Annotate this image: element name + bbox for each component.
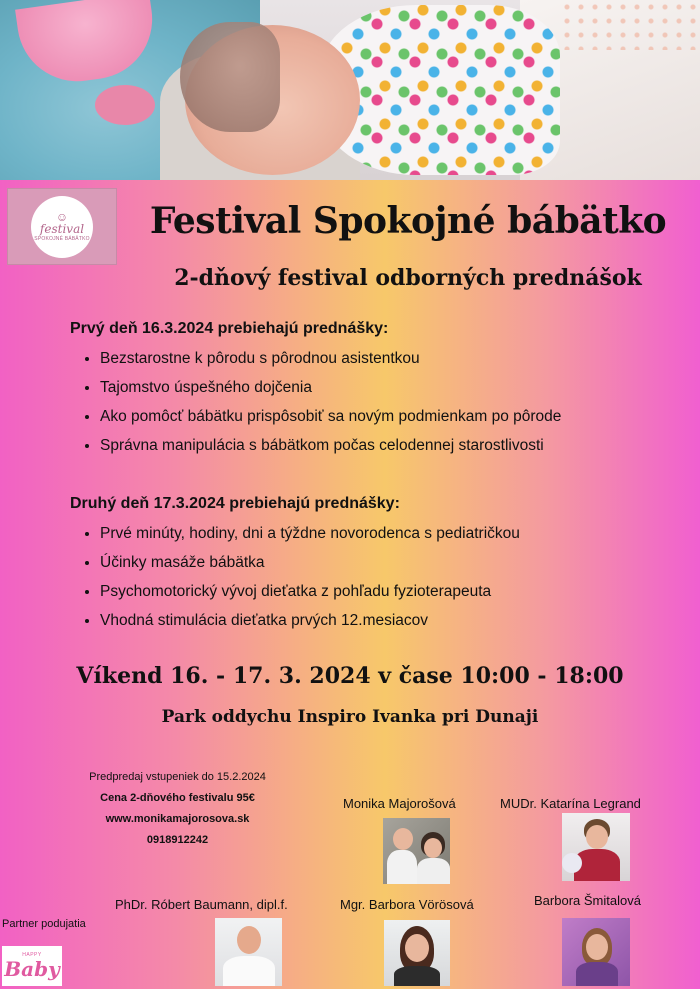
speaker-name: Barbora Šmitalová	[534, 893, 641, 908]
list-item: • Účinky masáže bábätka	[100, 548, 690, 577]
list-item: • Správna manipulácia s bábätkom počas celodennej starostlivosti	[100, 431, 690, 460]
list-item: • Tajomstvo úspešného dojčenia	[100, 373, 690, 402]
price-text: Cena 2-dňového festivalu 95€	[100, 792, 255, 804]
list-item: • Bezstarostne k pôrodu s pôrodnou asistentkou	[100, 344, 690, 373]
speaker-name: MUDr. Katarína Legrand	[500, 796, 641, 811]
page-title: Festival Spokojné bábätko	[149, 200, 667, 242]
partner-logo-main: Baby	[4, 957, 60, 981]
list-item: • Prvé minúty, hodiny, dni a týždne novorodenca s pediatričkou	[100, 519, 690, 548]
phone-number: 0918912242	[146, 834, 209, 846]
speaker-photo	[562, 813, 630, 881]
speaker-photo	[562, 918, 630, 986]
speaker-photo	[215, 918, 282, 986]
list-item: • Psychomotorický vývoj dieťatka z pohľadu fyzioterapeuta	[100, 577, 690, 606]
presale-text: Predpredaj vstupeniek do 15.2.2024	[89, 771, 266, 783]
website-link[interactable]: www.monikamajorosova.sk	[105, 813, 250, 825]
speaker-photo	[383, 818, 450, 884]
event-date-time: Víkend 16. - 17. 3. 2024 v čase 10:00 - 18:00	[76, 663, 624, 689]
day2-heading: Druhý deň 17.3.2024 prebiehajú prednášky:	[70, 495, 400, 512]
baby-icon: ☺	[55, 210, 69, 224]
partner-logo	[2, 946, 62, 986]
list-item: • Vhodná stimulácia dieťatka prvých 12.mesiacov	[100, 606, 690, 635]
day2-list	[70, 519, 690, 635]
speaker-photo	[384, 920, 450, 986]
speaker-name: PhDr. Róbert Baumann, dipl.f.	[115, 897, 288, 912]
partner-logo-top: HAPPY	[22, 952, 42, 958]
day1-section	[70, 320, 690, 460]
event-place: Park oddychu Inspiro Ivanka pri Dunaji	[161, 707, 539, 727]
list-item: • Ako pomôcť bábätku prispôsobiť sa novým podmienkam po pôrode	[100, 402, 690, 431]
day1-heading: Prvý deň 16.3.2024 prebiehajú prednášky:	[70, 320, 389, 337]
logo-subtext: SPOKOJNÉ BÁBÄTKO	[34, 236, 90, 242]
hero-baby-photo	[0, 0, 700, 180]
day1-list	[70, 344, 690, 460]
day2-section	[70, 495, 690, 635]
ticket-info	[60, 767, 295, 851]
speaker-name: Monika Majorošová	[343, 796, 456, 811]
logo-word: festival	[39, 222, 85, 236]
partner-label: Partner podujatia	[2, 918, 86, 930]
speaker-name: Mgr. Barbora Vörösová	[340, 897, 474, 912]
festival-logo	[7, 188, 117, 265]
page-subtitle: 2-dňový festival odborných prednášok	[174, 265, 642, 291]
